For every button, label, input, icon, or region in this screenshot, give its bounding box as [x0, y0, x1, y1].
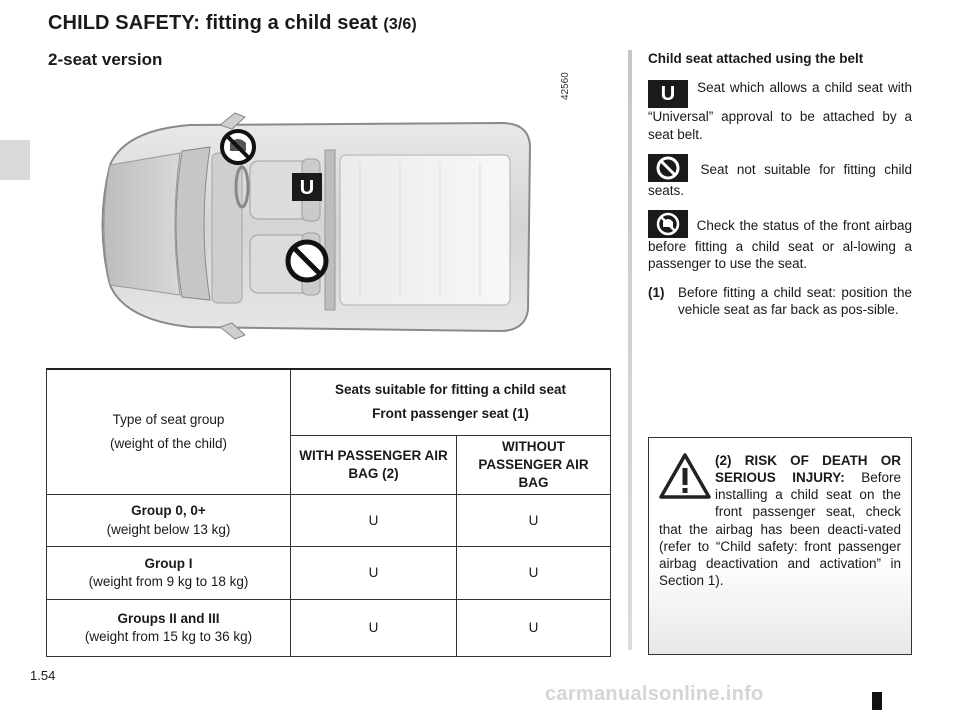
page-number: 1.54 [30, 668, 56, 683]
header-weight-label: (weight of the child) [109, 436, 228, 452]
group-weight: (weight from 15 kg to 36 kg) [84, 629, 253, 645]
universal-symbol-icon: U [648, 80, 688, 108]
legend-airbag-text: Check the status of the front airbag before fitting a child seat or al-lowing a passenger to use the seat. [648, 218, 912, 272]
table-row [47, 495, 611, 547]
page-title-part: (3/6) [383, 16, 417, 33]
vehicle-drawing [70, 95, 590, 355]
watermark: carmanualsonline.info [545, 683, 764, 705]
legend-universal-text: Seat which allows a child seat with “Universal” approval to be attached by a seat belt. [648, 80, 912, 142]
airbag-warning-icon [648, 210, 688, 238]
with-airbag-cell: U [291, 495, 457, 547]
without-airbag-cell: U [457, 547, 611, 600]
legend-heading: Child seat attached using the belt [648, 51, 864, 66]
group-cell [47, 600, 291, 657]
header-seat-group [47, 369, 291, 495]
bulkhead [325, 150, 335, 310]
prohibited-symbol [288, 242, 326, 280]
figure-code [560, 72, 571, 100]
figure-code-text: 42560 [560, 72, 571, 100]
universal-seat-symbol-letter: U [299, 177, 315, 199]
cargo-area [340, 155, 510, 305]
warning-text [659, 452, 901, 589]
universal-seat-symbol [292, 173, 322, 201]
group-cell [47, 547, 291, 600]
header-seat-group-label: Type of seat group [112, 411, 225, 427]
vehicle-hood [104, 153, 180, 295]
legend-column [648, 50, 912, 318]
warning-body: Before installing a child seat on the front passenger seat, check that the airbag has been deacti-vated (refer to “Child safety: front passenger airbag deactivation and activation” in Section 1). [659, 470, 901, 588]
footnote-1 [648, 284, 912, 319]
page-title [48, 12, 417, 35]
group-weight: (weight from 9 kg to 18 kg) [88, 574, 249, 590]
without-airbag-cell: U [457, 495, 611, 547]
child-seat-table [46, 368, 611, 657]
legend-prohibited-text: Seat not suitable for fitting child seats. [648, 161, 912, 198]
group-name: Groups II and III [117, 610, 220, 626]
warning-box [648, 437, 912, 655]
table-row [47, 547, 611, 600]
header-suitable-seats-label: Seats suitable for fitting a child seat [334, 382, 567, 398]
legend-universal [648, 79, 912, 143]
without-airbag-cell: U [457, 600, 611, 657]
legend-airbag [648, 210, 912, 273]
with-airbag-cell: U [291, 600, 457, 657]
group-name: Group I [144, 555, 193, 571]
footnote-text: Before fitting a child seat: position the vehicle seat as far back as pos-sible. [678, 284, 912, 317]
vehicle-top-view-illustration [70, 95, 590, 355]
section-tab [0, 140, 30, 180]
header-front-passenger-label: Front passenger seat (1) [372, 406, 529, 422]
warning-heading: (2) RISK OF DEATH OR SERIOUS INJURY: [715, 453, 901, 486]
table-row [47, 600, 611, 657]
legend-prohibited [648, 154, 912, 199]
footnote-number: (1) [648, 284, 665, 300]
header-without-airbag: WITHOUT PASSENGER AIR BAG [457, 435, 611, 495]
section-subtitle: 2-seat version [48, 50, 163, 69]
airbag-check-symbol [222, 131, 254, 163]
header-with-airbag: WITH PASSENGER AIR BAG (2) [291, 435, 457, 495]
group-weight: (weight below 13 kg) [106, 521, 231, 537]
prohibited-icon [648, 154, 688, 182]
group-cell [47, 495, 291, 547]
page-title-text: CHILD SAFETY: fitting a child seat [48, 12, 378, 34]
with-airbag-cell: U [291, 547, 457, 600]
group-name: Group 0, 0+ [131, 503, 206, 519]
column-divider [628, 50, 632, 650]
warning-triangle-icon [659, 452, 715, 506]
header-suitable-seats [291, 369, 611, 435]
corner-mark [872, 692, 882, 710]
